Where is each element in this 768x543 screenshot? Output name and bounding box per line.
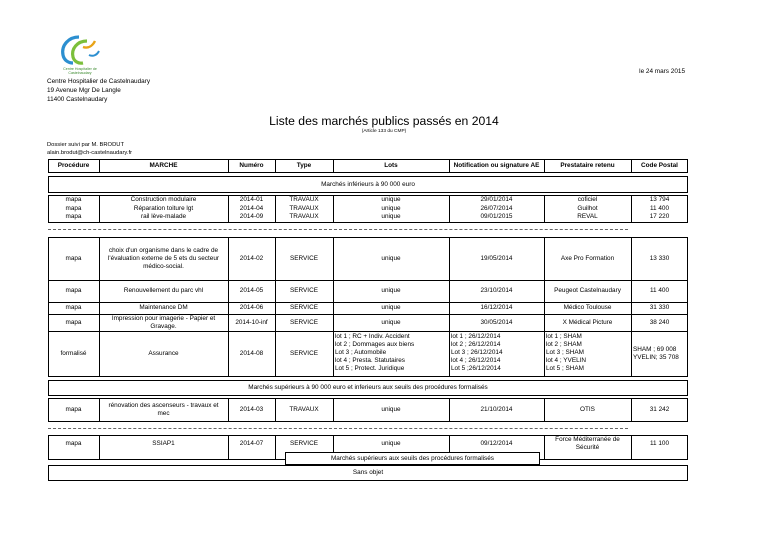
dossier-owner: Dossier suivi par M. BRODUT xyxy=(47,142,124,148)
list-item: lot 4 ; 26/12/2014 xyxy=(451,357,501,364)
cell-type: SERVICE xyxy=(290,439,318,447)
cell-marche: Maintenance DM xyxy=(139,304,188,311)
list-item: Lot 3 ; SHAM xyxy=(546,349,585,356)
cell-prestataire: Axe Pro Formation xyxy=(560,254,615,262)
dashed-separator xyxy=(48,229,628,230)
col-type: Type xyxy=(296,162,312,169)
cell-code-postal: 11 100 xyxy=(649,439,670,447)
cell-type: SERVICE xyxy=(290,318,318,326)
cell-notification: 30/05/2014 xyxy=(480,318,513,326)
logo-caption: Centre Hospitalier de Castelnaudary xyxy=(63,67,97,75)
address-line-2: 11400 Castelnaudary xyxy=(47,96,108,103)
section-3-text: Sans objet xyxy=(352,469,384,476)
cell-notification: 26/07/2014 xyxy=(480,204,513,212)
section-title-1: Marchés inférieurs à 90 000 euro xyxy=(321,180,415,188)
cell-numero: 2014-03 xyxy=(239,406,264,413)
list-item: YVELIN; 35 708 xyxy=(633,354,679,361)
cell-marche: choix d'un organisme dans le cadre de l'évaluation externe de 5 ets du secteur médico-social. xyxy=(108,246,219,270)
list-item: Lot 5 ; SHAM xyxy=(546,365,585,372)
cell-procedure: mapa xyxy=(65,213,82,220)
cell-procedure: mapa xyxy=(65,254,82,262)
cell-code-postal-list xyxy=(633,346,688,362)
col-marche: MARCHE xyxy=(149,162,178,169)
cell-lots: unique xyxy=(381,318,401,326)
page-subtitle: (Article 133 du CMP) xyxy=(361,129,407,134)
cell-code-postal: 11 400 xyxy=(649,204,670,212)
org-name: Centre Hospitalier de Castelnaudary xyxy=(47,78,151,85)
cell-numero: 2014-05 xyxy=(239,287,264,294)
cell-notification: 23/10/2014 xyxy=(480,287,513,294)
cell-prestataire: coficiel xyxy=(577,196,598,203)
col-lots: Lots xyxy=(384,162,398,169)
cell-code-postal: 17 220 xyxy=(649,213,670,220)
cell-type: TRAVAUX xyxy=(289,204,319,212)
cell-numero: 2014-08 xyxy=(239,350,264,357)
cell-notification-list xyxy=(451,333,543,373)
cell-numero: 2014-10-inf xyxy=(235,318,268,326)
cell-lots-list xyxy=(335,333,447,373)
cell-code-postal: 31 242 xyxy=(649,406,670,413)
cell-marche: rénovation des ascenseurs - travaux et mec xyxy=(108,402,219,417)
cell-lots: unique xyxy=(381,304,401,311)
cell-code-postal: 38 240 xyxy=(649,318,670,326)
dashed-separator xyxy=(48,428,628,429)
cell-lots: unique xyxy=(381,254,401,262)
col-prestataire: Prestataire retenu xyxy=(560,162,615,169)
cell-notification: 21/10/2014 xyxy=(480,406,513,413)
cell-marche: SSIAP1 xyxy=(152,439,175,447)
cell-marche: Renouvellement du parc vhl xyxy=(123,287,204,294)
list-item: lot 2 ; 26/12/2014 xyxy=(451,341,501,348)
cell-procedure: mapa xyxy=(65,204,82,212)
cell-numero: 2014-01 xyxy=(239,196,264,203)
cell-lots: unique xyxy=(381,196,401,203)
cell-code-postal: 31 330 xyxy=(649,304,670,311)
cell-marche: Réparation toiture lgt xyxy=(133,204,194,212)
cell-code-postal: 13 330 xyxy=(649,254,670,262)
cell-notification: 16/12/2014 xyxy=(480,304,513,311)
cell-notification: 29/01/2014 xyxy=(480,196,513,203)
cell-type: TRAVAUX xyxy=(289,196,319,203)
cell-notification: 09/01/2015 xyxy=(480,213,513,220)
section-title-3: Marchés supérieurs aux seuils des procédures formalisés xyxy=(330,454,495,462)
cell-procedure: mapa xyxy=(65,304,82,311)
list-item: lot 1 ; SHAM xyxy=(546,333,582,340)
cell-procedure: mapa xyxy=(65,406,82,413)
cell-type: TRAVAUX xyxy=(289,406,319,413)
col-code-postal: Code Postal xyxy=(641,162,678,169)
cell-lots: unique xyxy=(381,287,401,294)
cell-prestataire: Guilhot xyxy=(577,204,598,212)
cell-procedure: mapa xyxy=(65,196,82,203)
cell-code-postal: 11 400 xyxy=(649,287,670,294)
list-item: Lot 3 ; 26/12/2014 xyxy=(451,349,503,356)
cell-lots: unique xyxy=(381,439,401,447)
cell-prestataire-list xyxy=(546,333,630,373)
list-item: lot 1 ; RC + Indiv. Accident xyxy=(335,333,410,340)
cell-prestataire: REVAL xyxy=(577,213,598,220)
list-item: lot 1 ; 26/12/2014 xyxy=(451,333,501,340)
cell-lots: unique xyxy=(381,204,401,212)
cell-notification: 19/05/2014 xyxy=(480,254,513,262)
cell-marche: Assurance xyxy=(148,350,179,357)
section-title-2: Marchés supérieurs à 90 000 euro et inferieurs aux seuils des procédures formalisés xyxy=(248,384,488,391)
cell-numero: 2014-04 xyxy=(239,204,264,212)
cell-prestataire: X Médical Picture xyxy=(562,318,613,326)
cell-procedure: mapa xyxy=(65,287,82,294)
list-item: lot 4 ; Presta. Statutaires xyxy=(335,357,405,364)
cell-type: SERVICE xyxy=(290,304,318,311)
address-line-1: 19 Avenue Mgr De Langle xyxy=(47,87,121,94)
cell-type: SERVICE xyxy=(290,254,318,262)
list-item: SHAM ; 69 008 xyxy=(633,346,677,353)
col-procedure: Procédure xyxy=(57,162,90,169)
page-title: Liste des marchés publics passés en 2014 xyxy=(269,114,499,128)
col-notification: Notification ou signature AE xyxy=(453,162,540,169)
list-item: lot 2 ; Dommages aux biens xyxy=(335,341,415,348)
dossier-email[interactable]: alain.brodut@ch-castelnaudary.fr xyxy=(47,150,133,156)
cell-notification: 09/12/2014 xyxy=(480,439,513,447)
cell-prestataire: Peugeot Castelnaudary xyxy=(554,287,621,294)
list-item: Lot 3 ; Automobile xyxy=(335,349,387,356)
cell-prestataire: Force Méditerranée de Sécurité xyxy=(555,435,620,451)
cell-marche: Construction modulaire xyxy=(130,196,197,203)
cell-type: SERVICE xyxy=(290,287,318,294)
cell-procedure: mapa xyxy=(65,318,82,326)
cell-type: TRAVAUX xyxy=(289,213,319,220)
cell-lots: unique xyxy=(381,406,401,413)
cell-prestataire: Médico Toulouse xyxy=(563,304,612,311)
cell-type: SERVICE xyxy=(290,350,318,357)
cell-numero: 2014-02 xyxy=(239,254,264,262)
list-item: Lot 5 ;26/12/2014 xyxy=(451,365,501,372)
list-item: lot 2 ; SHAM xyxy=(546,341,582,348)
cell-prestataire: OTIS xyxy=(580,406,595,413)
list-item: Lot 5 ; Protect. Juridique xyxy=(335,365,405,372)
cell-numero: 2014-09 xyxy=(239,213,264,220)
col-numero: Numéro xyxy=(239,162,264,169)
cell-lots: unique xyxy=(381,213,401,220)
list-item: lot 4 ; YVELIN xyxy=(546,357,587,364)
document-date: le 24 mars 2015 xyxy=(639,68,685,75)
cell-procedure: mapa xyxy=(65,439,82,447)
cell-marche: Impression pour imagerie - Papier et Gravage. xyxy=(111,314,216,330)
cell-numero: 2014-06 xyxy=(239,304,264,311)
cell-marche: rail lève-malade xyxy=(140,213,187,220)
cell-numero: 2014-07 xyxy=(239,439,264,447)
cell-procedure: formalisé xyxy=(60,350,87,357)
cell-code-postal: 13 794 xyxy=(649,196,670,203)
